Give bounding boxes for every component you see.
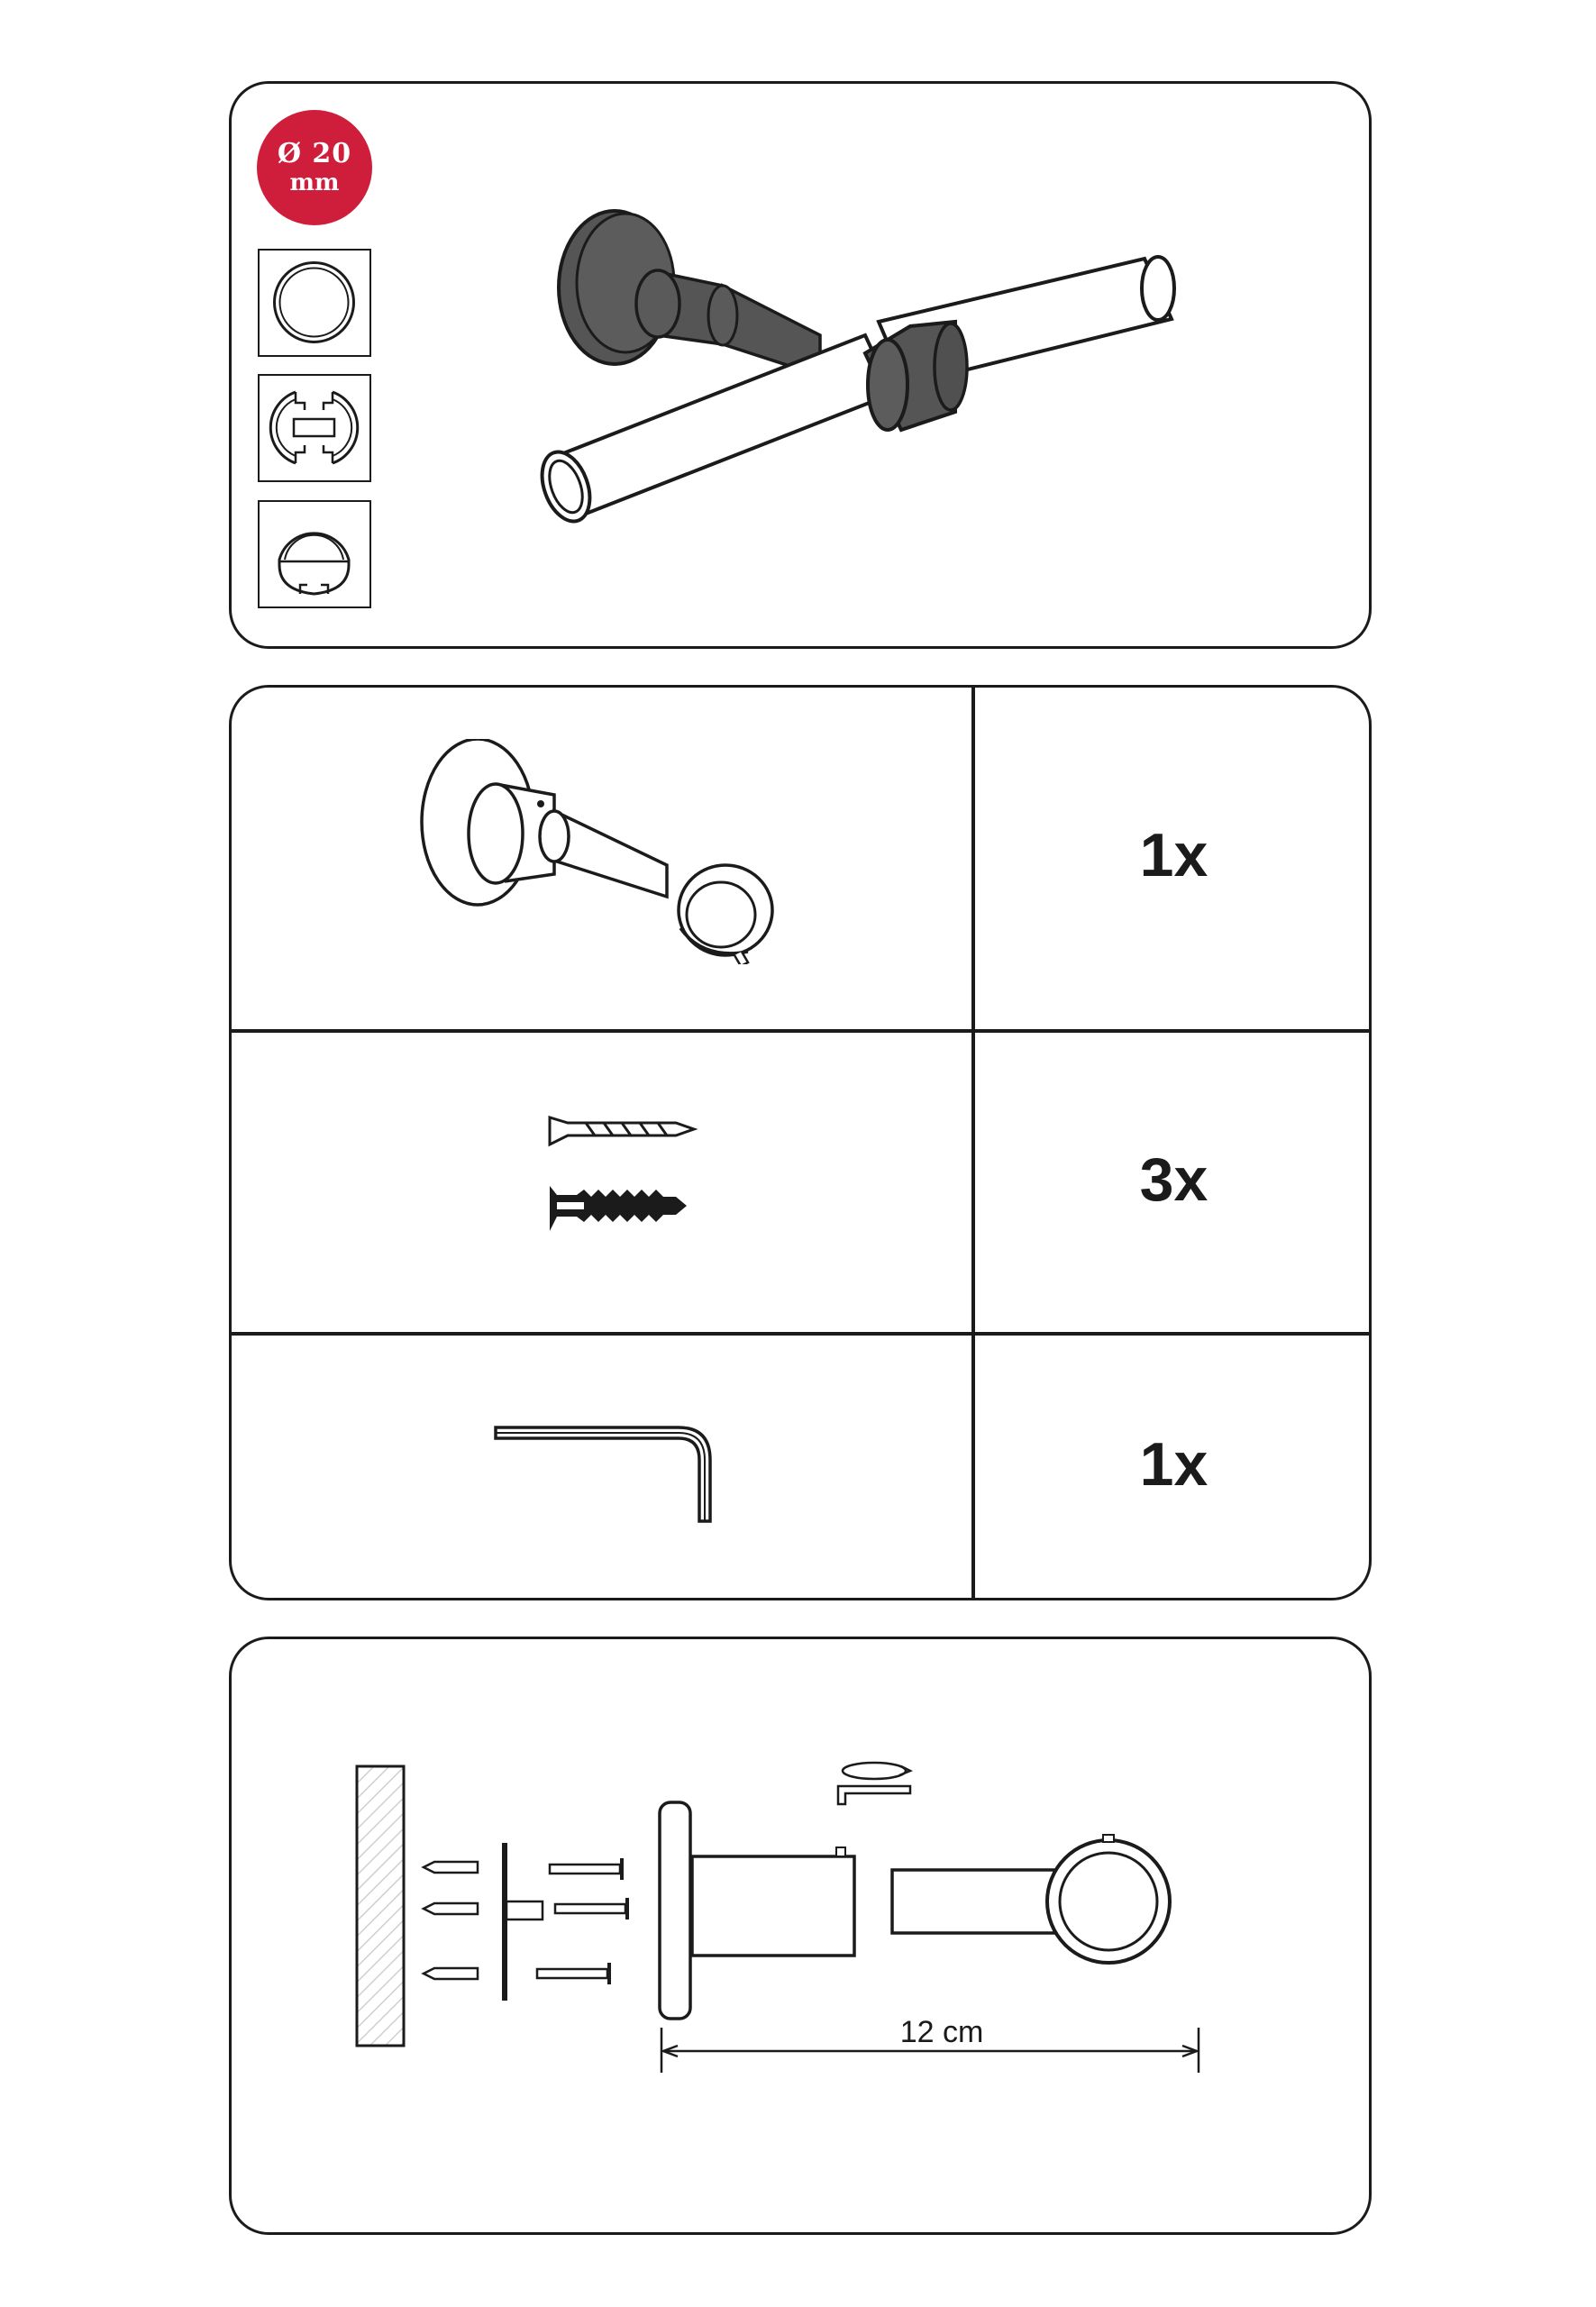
- round-rod-profile-icon: [258, 249, 371, 357]
- screw-and-dowel-icon: [541, 1116, 703, 1242]
- screw-quantity: 3x: [1139, 1145, 1208, 1214]
- allen-key-quantity: 1x: [1139, 1430, 1208, 1499]
- parts-column-divider: [971, 687, 975, 1599]
- rod-assembly-illustration: [523, 200, 1181, 543]
- dimension-label: 12 cm: [899, 2015, 984, 2049]
- d-track-profile-icon: [258, 500, 371, 608]
- bracket-icon: [406, 739, 784, 964]
- badge-unit: mm: [289, 169, 340, 196]
- parts-row-divider: [231, 1029, 1370, 1033]
- bracket-quantity: 1x: [1139, 821, 1208, 889]
- double-track-profile-icon: [258, 374, 371, 482]
- assembly-diagram: [351, 1757, 1280, 2100]
- allen-key-icon: [494, 1426, 719, 1525]
- badge-diameter: Ø 20: [277, 138, 352, 169]
- parts-row-divider: [231, 1332, 1370, 1336]
- diameter-badge: [257, 110, 372, 225]
